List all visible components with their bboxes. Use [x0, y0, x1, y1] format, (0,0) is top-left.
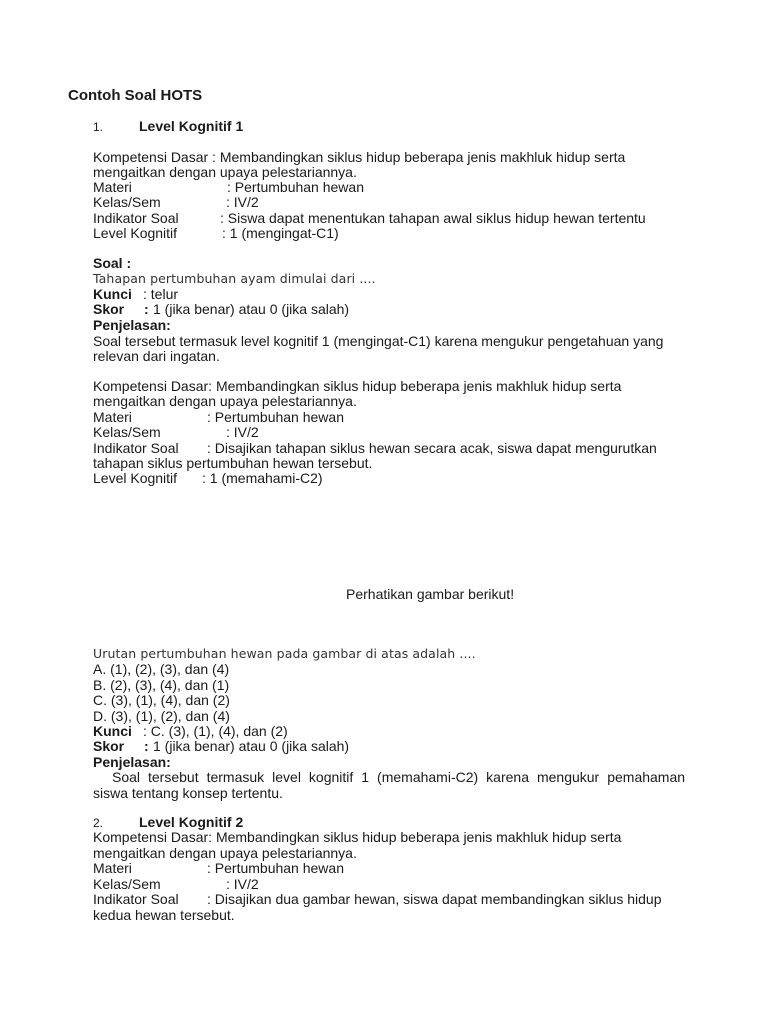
skor-label: Skor [93, 301, 125, 317]
indikator-label: Indikator Soal [93, 210, 179, 226]
materi-value: : Pertumbuhan hewan [207, 860, 344, 876]
materi-label: Materi [93, 179, 132, 195]
kunci-label: Kunci [93, 723, 132, 739]
indikator-line2: tahapan siklus pertumbuhan hewan tersebut. [93, 455, 373, 471]
section-number: 1. [93, 120, 104, 134]
section-heading: Level Kognitif 1 [139, 118, 244, 134]
option-b: B. (2), (3), (4), dan (1) [93, 677, 230, 693]
kelas-label: Kelas/Sem [93, 876, 161, 892]
indikator-value: : Disajikan tahapan siklus hewan secara acak, siswa dapat mengurutkan [207, 440, 657, 456]
kelas-value: : IV/2 [226, 876, 259, 892]
page-title: Contoh Soal HOTS [68, 87, 203, 104]
indikator-value: : Siswa dapat menentukan tahapan awal siklus hidup hewan tertentu [220, 210, 646, 226]
skor-colon: : [144, 738, 149, 754]
penjelasan-label: Penjelasan: [93, 317, 171, 333]
skor-colon: : [144, 301, 149, 317]
indikator-value: : Disajikan dua gambar hewan, siswa dapat membandingkan siklus hidup [207, 891, 662, 907]
penjelasan-label: Penjelasan: [93, 754, 171, 770]
skor-label: Skor [93, 738, 125, 754]
indikator-label: Indikator Soal [93, 891, 179, 907]
kompetensi-dasar-line1: Kompetensi Dasar: Membandingkan siklus hidup beberapa jenis makhluk hidup serta [93, 378, 622, 394]
penjelasan-line2: relevan dari ingatan. [93, 348, 220, 364]
materi-value: : Pertumbuhan hewan [227, 179, 364, 195]
materi-value: : Pertumbuhan hewan [207, 409, 344, 425]
section-heading: Level Kognitif 2 [139, 814, 244, 830]
level-value: : 1 (mengingat-C1) [222, 225, 339, 241]
penjelasan-line1: Soal tersebut termasuk level kognitif 1 (mengingat-C1) karena mengukur pengetahuan yang [93, 333, 664, 349]
level-label: Level Kognitif [93, 470, 178, 486]
option-c: C. (3), (1), (4), dan (2) [93, 692, 230, 708]
penjelasan-line2: siswa tentang konsep tertentu. [93, 785, 283, 801]
image-instruction: Perhatikan gambar berikut! [346, 586, 515, 602]
level-label: Level Kognitif [93, 225, 178, 241]
kompetensi-dasar-line1: Kompetensi Dasar: Membandingkan siklus hidup beberapa jenis makhluk hidup serta [93, 829, 622, 845]
kompetensi-dasar-line1: Kompetensi Dasar : Membandingkan siklus hidup beberapa jenis makhluk hidup serta [93, 149, 626, 165]
kelas-value: : IV/2 [226, 424, 259, 440]
level-value: : 1 (memahami-C2) [202, 470, 323, 486]
penjelasan-line1: Soal tersebut termasuk level kognitif 1 (memahami-C2) karena mengukur pemahaman [112, 769, 686, 785]
materi-label: Materi [93, 409, 132, 425]
soal-text: Tahapan pertumbuhan ayam dimulai dari .... [93, 271, 376, 286]
kelas-label: Kelas/Sem [93, 194, 161, 210]
indikator-line2: kedua hewan tersebut. [93, 907, 235, 923]
indikator-label: Indikator Soal [93, 440, 179, 456]
soal-label: Soal : [93, 255, 132, 271]
option-a: A. (1), (2), (3), dan (4) [93, 661, 230, 677]
kelas-value: : IV/2 [226, 194, 259, 210]
kelas-label: Kelas/Sem [93, 424, 161, 440]
skor-value: 1 (jika benar) atau 0 (jika salah) [153, 301, 350, 317]
skor-value: 1 (jika benar) atau 0 (jika salah) [153, 738, 350, 754]
kompetensi-dasar-line2: mengaitkan dengan upaya pelestariannya. [93, 393, 357, 409]
option-d: D. (3), (1), (2), dan (4) [93, 708, 230, 724]
kunci-value: : telur [143, 286, 179, 302]
kunci-label: Kunci [93, 286, 132, 302]
section-number: 2. [93, 816, 104, 830]
kompetensi-dasar-line2: mengaitkan dengan upaya pelestariannya. [93, 164, 357, 180]
kunci-value: : C. (3), (1), (4), dan (2) [143, 723, 288, 739]
kompetensi-dasar-line2: mengaitkan dengan upaya pelestariannya. [93, 845, 357, 861]
materi-label: Materi [93, 860, 132, 876]
soal-text: Urutan pertumbuhan hewan pada gambar di atas adalah .... [93, 646, 476, 661]
